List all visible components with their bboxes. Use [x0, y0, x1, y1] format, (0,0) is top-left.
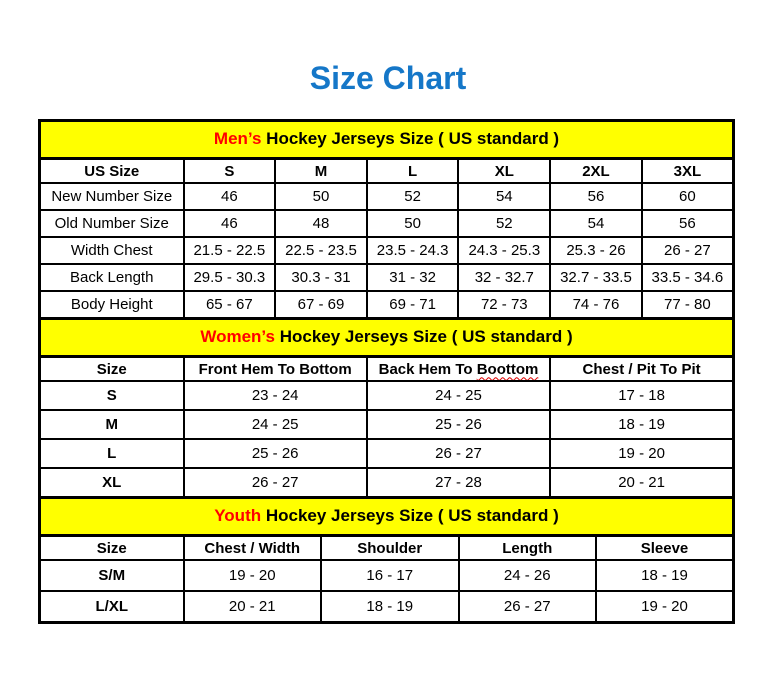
value-cell: 26 - 27	[367, 439, 550, 468]
value-cell: 50	[275, 183, 367, 210]
value-cell: 27 - 28	[367, 468, 550, 497]
value-cell: 23 - 24	[184, 381, 367, 410]
column-header: S	[184, 158, 276, 183]
value-cell: 20 - 21	[550, 468, 733, 497]
row-label: Width Chest	[40, 237, 184, 264]
table-row	[40, 410, 734, 439]
value-cell: 52	[367, 183, 459, 210]
value-cell: 56	[642, 210, 734, 237]
section-highlight: Men’s	[213, 129, 262, 149]
mens-size-table	[38, 119, 735, 320]
table-row	[40, 291, 734, 318]
value-cell: 19 - 20	[550, 439, 733, 468]
value-cell: 60	[642, 183, 734, 210]
table-row	[40, 381, 734, 410]
value-cell: 29.5 - 30.3	[184, 264, 276, 291]
row-label: New Number Size	[40, 183, 184, 210]
value-cell: 17 - 18	[550, 381, 733, 410]
value-cell: 30.3 - 31	[275, 264, 367, 291]
value-cell: 16 - 17	[321, 560, 459, 591]
value-cell: 19 - 20	[596, 591, 734, 622]
row-label: L/XL	[40, 591, 184, 622]
value-cell: 72 - 73	[458, 291, 550, 318]
header-row	[40, 356, 734, 381]
value-cell: 77 - 80	[642, 291, 734, 318]
value-cell: 26 - 27	[642, 237, 734, 264]
section-band-row	[40, 318, 734, 356]
header-row	[40, 158, 734, 183]
column-header: US Size	[40, 158, 184, 183]
section-title-text: Hockey Jerseys Size ( US standard )	[261, 506, 559, 526]
youth-size-table	[38, 496, 735, 624]
value-cell: 65 - 67	[184, 291, 276, 318]
row-label: Body Height	[40, 291, 184, 318]
value-cell: 22.5 - 23.5	[275, 237, 367, 264]
value-cell: 25 - 26	[184, 439, 367, 468]
misspelled-word: Boottom	[476, 360, 539, 378]
column-header: Chest / Pit To Pit	[550, 356, 733, 381]
column-header: Shoulder	[321, 535, 459, 560]
value-cell: 25.3 - 26	[550, 237, 642, 264]
table-row	[40, 468, 734, 497]
section-band-row	[40, 497, 734, 535]
value-cell: 25 - 26	[367, 410, 550, 439]
column-header: M	[275, 158, 367, 183]
value-cell: 18 - 19	[550, 410, 733, 439]
column-header: 2XL	[550, 158, 642, 183]
value-cell: 46	[184, 183, 276, 210]
value-cell: 32 - 32.7	[458, 264, 550, 291]
section-band	[40, 497, 734, 535]
value-cell: 18 - 19	[596, 560, 734, 591]
section-band	[40, 120, 734, 158]
value-cell: 54	[458, 183, 550, 210]
tables-container	[38, 119, 735, 624]
value-cell: 52	[458, 210, 550, 237]
column-header	[367, 356, 550, 381]
value-cell: 69 - 71	[367, 291, 459, 318]
table-row	[40, 183, 734, 210]
row-label: Back Length	[40, 264, 184, 291]
value-cell: 33.5 - 34.6	[642, 264, 734, 291]
column-header: XL	[458, 158, 550, 183]
page-title: Size Chart	[309, 60, 467, 96]
column-header: 3XL	[642, 158, 734, 183]
value-cell: 54	[550, 210, 642, 237]
value-cell: 24.3 - 25.3	[458, 237, 550, 264]
value-cell: 74 - 76	[550, 291, 642, 318]
row-label: M	[40, 410, 184, 439]
value-cell: 50	[367, 210, 459, 237]
row-label: S/M	[40, 560, 184, 591]
value-cell: 26 - 27	[184, 468, 367, 497]
value-cell: 23.5 - 24.3	[367, 237, 459, 264]
table-row	[40, 591, 734, 622]
womens-size-table	[38, 317, 735, 499]
section-title-text: Hockey Jerseys Size ( US standard )	[274, 327, 573, 347]
table-row	[40, 439, 734, 468]
table-row	[40, 237, 734, 264]
value-cell: 20 - 21	[184, 591, 322, 622]
value-cell: 24 - 25	[184, 410, 367, 439]
value-cell: 67 - 69	[275, 291, 367, 318]
value-cell: 48	[275, 210, 367, 237]
column-header: Size	[40, 535, 184, 560]
value-cell: 56	[550, 183, 642, 210]
value-cell: 24 - 26	[459, 560, 597, 591]
column-header: L	[367, 158, 459, 183]
value-cell: 18 - 19	[321, 591, 459, 622]
column-header: Size	[40, 356, 184, 381]
value-cell: 24 - 25	[367, 381, 550, 410]
header-row	[40, 535, 734, 560]
section-title-text: Hockey Jerseys Size ( US standard )	[261, 129, 560, 149]
column-header: Sleeve	[596, 535, 734, 560]
row-label: S	[40, 381, 184, 410]
row-label: L	[40, 439, 184, 468]
column-header: Chest / Width	[184, 535, 322, 560]
table-row	[40, 560, 734, 591]
section-band-row	[40, 120, 734, 158]
column-header: Front Hem To Bottom	[184, 356, 367, 381]
section-band	[40, 318, 734, 356]
value-cell: 46	[184, 210, 276, 237]
row-label: Old Number Size	[40, 210, 184, 237]
value-cell: 32.7 - 33.5	[550, 264, 642, 291]
table-row	[40, 210, 734, 237]
value-cell: 31 - 32	[367, 264, 459, 291]
section-highlight: Women’s	[200, 327, 275, 347]
table-row	[40, 264, 734, 291]
column-header: Length	[459, 535, 597, 560]
column-header-text: Back Hem To	[378, 360, 477, 378]
value-cell: 21.5 - 22.5	[184, 237, 276, 264]
section-highlight: Youth	[214, 506, 262, 526]
value-cell: 26 - 27	[459, 591, 597, 622]
row-label: XL	[40, 468, 184, 497]
value-cell: 19 - 20	[184, 560, 322, 591]
